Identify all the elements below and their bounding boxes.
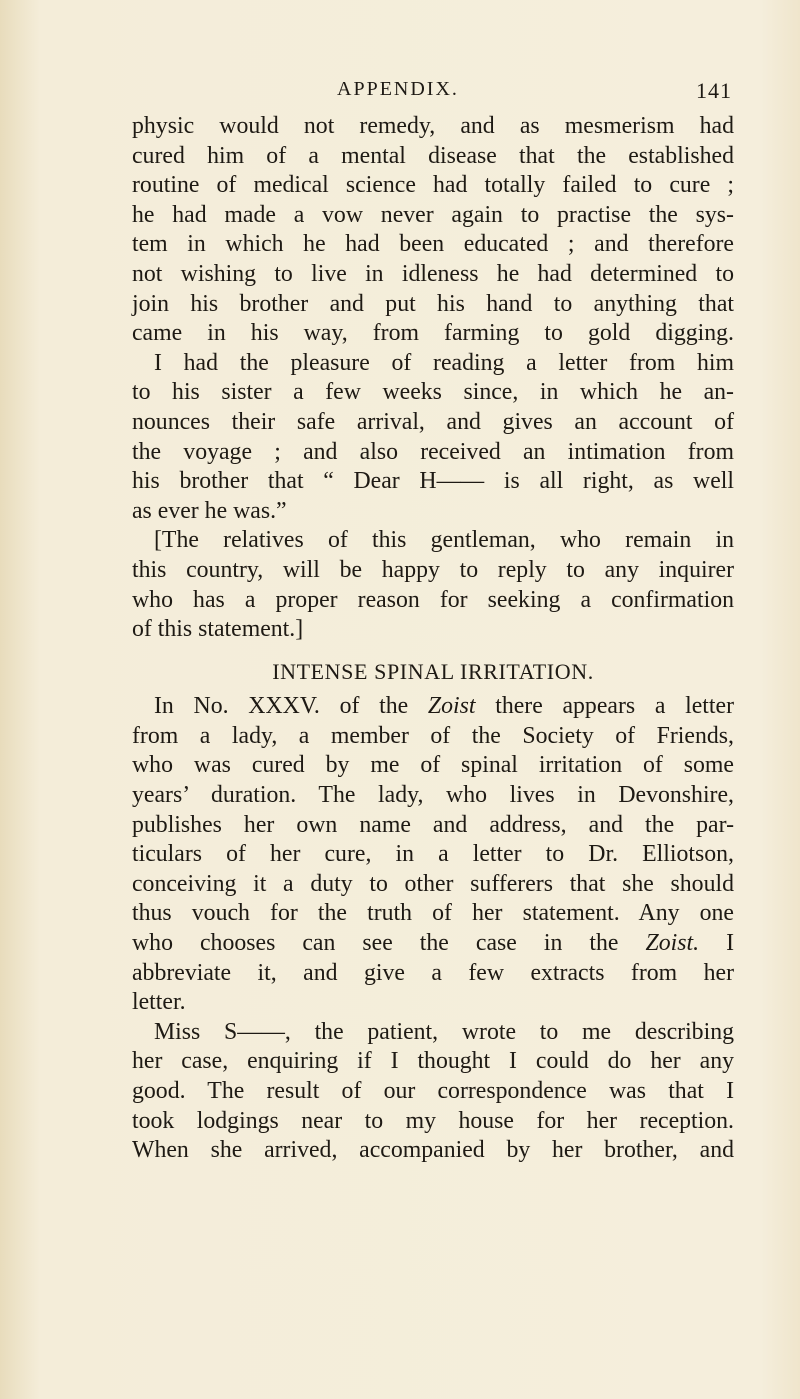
text-fragment: there appears a letter xyxy=(475,693,734,720)
text-line: ticulars of her cure, in a letter to Dr. Elliotson, xyxy=(132,841,734,868)
text-line xyxy=(132,692,734,722)
text-line: of this statement.] xyxy=(132,616,304,643)
paragraph xyxy=(132,349,734,527)
text-line: Miss S——, the patient, wrote to me describing xyxy=(154,1018,734,1045)
text-line xyxy=(132,929,734,959)
text-fragment: who chooses can see the case in the xyxy=(132,930,646,957)
paragraph xyxy=(132,692,734,1018)
text-line: When she arrived, accompanied by her brother, and xyxy=(132,1137,734,1164)
text-line: years’ duration. The lady, who lives in Devonshire, xyxy=(132,782,734,809)
text-line: who has a proper reason for seeking a confirmation xyxy=(132,586,734,613)
running-title: APPENDIX. xyxy=(337,78,459,100)
italic-title: Zoist. xyxy=(645,930,700,957)
body-text xyxy=(132,112,734,1166)
text-line: letter. xyxy=(132,989,186,1016)
paragraph xyxy=(132,112,734,349)
text-line: abbreviate it, and give a few extracts from her xyxy=(132,959,734,986)
text-line: to his sister a few weeks since, in which he an- xyxy=(132,379,734,406)
text-line: physic would not remedy, and as mesmerism had xyxy=(132,113,734,139)
text-line: [The relatives of this gentleman, who remain in xyxy=(154,527,734,554)
italic-title: Zoist xyxy=(427,693,476,720)
text-line: routine of medical science had totally failed to cure ; xyxy=(132,172,734,199)
text-line: his brother that “ Dear H—— is all right, as well xyxy=(132,468,734,495)
text-line: her case, enquiring if I thought I could do her any xyxy=(132,1048,734,1075)
text-line: thus vouch for the truth of her statement. Any one xyxy=(132,900,734,927)
text-line: good. The result of our correspondence was that I xyxy=(132,1078,734,1104)
running-head xyxy=(132,78,732,108)
section-heading: INTENSE SPINAL IRRITATION. xyxy=(272,658,594,684)
text-line: came in his way, from farming to gold digging. xyxy=(132,320,734,347)
text-line: publishes her own name and address, and the par- xyxy=(132,811,734,838)
text-line: took lodgings near to my house for her reception. xyxy=(132,1107,734,1134)
text-line: cured him of a mental disease that the established xyxy=(132,142,734,169)
paragraph xyxy=(132,1018,734,1166)
text-line: as ever he was.” xyxy=(132,497,287,524)
text-line: join his brother and put his hand to anything that xyxy=(132,290,734,317)
text-line: this country, will be happy to reply to any inquirer xyxy=(132,556,734,583)
text-fragment: In No. XXXV. of the xyxy=(154,693,428,720)
text-line: he had made a vow never again to practise the sys- xyxy=(132,201,734,228)
text-line: the voyage ; and also received an intimation from xyxy=(132,438,734,465)
text-line: tem in which he had been educated ; and therefore xyxy=(132,231,734,258)
text-line: conceiving it a duty to other sufferers that she should xyxy=(132,870,734,897)
page-number: 141 xyxy=(696,78,732,103)
text-line: I had the pleasure of reading a letter from him xyxy=(154,349,734,376)
text-fragment: I xyxy=(699,930,734,957)
text-line: from a lady, a member of the Society of Friends, xyxy=(132,722,734,749)
text-line: not wishing to live in idleness he had determined to xyxy=(132,260,734,287)
text-line: nounces their safe arrival, and gives an account of xyxy=(132,408,734,435)
text-line: who was cured by me of spinal irritation of some xyxy=(132,752,734,779)
paragraph xyxy=(132,526,734,644)
